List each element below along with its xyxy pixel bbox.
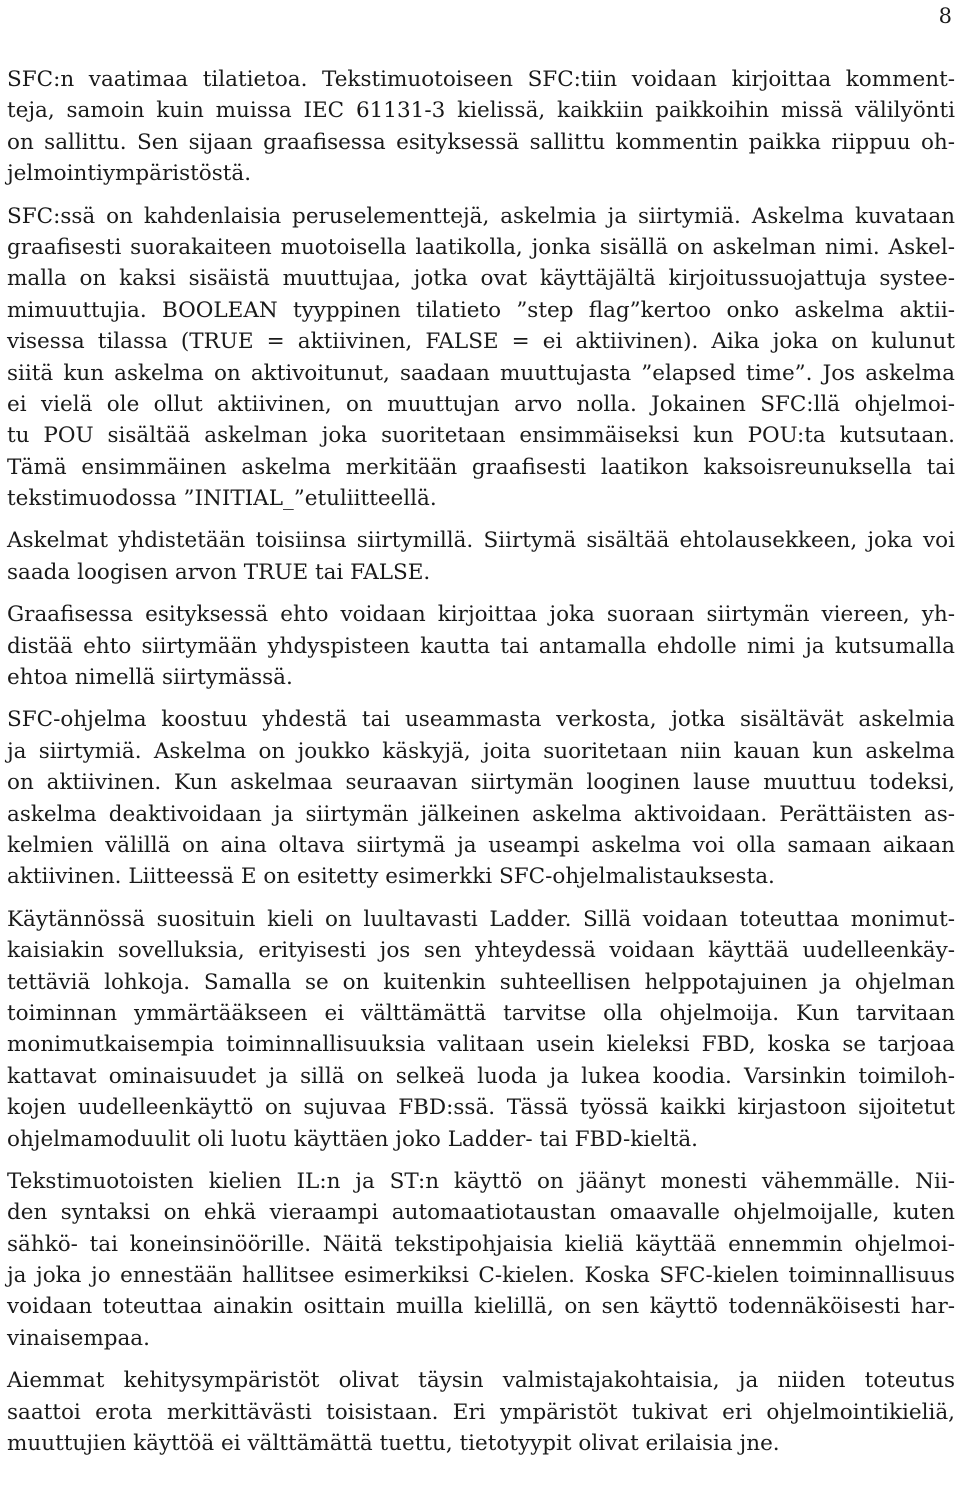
text-line: askelma deaktivoidaan ja siirtymän jälkeinen askelma aktivoidaan. Perättäisten as- — [7, 801, 955, 827]
text-line: voidaan toteuttaa ainakin osittain muilla kielillä, on sen käyttö todennäköisesti har- — [7, 1294, 955, 1320]
text-line: ja siirtymiä. Askelma on joukko käskyjä, joita suoritetaan niin kauan kun askelma — [7, 738, 955, 764]
paragraph-gap — [7, 893, 955, 904]
text-line: distää ehto siirtymään yhdyspisteen kautta tai antamalla ehdolle nimi ja kutsumalla — [7, 633, 955, 659]
paragraph-gap — [7, 1354, 955, 1365]
text-line: jelmointiympäristöstä. — [7, 161, 252, 187]
text-line: mimuuttujia. BOOLEAN tyyppinen tilatieto ”step flag”kertoo onko askelma aktii- — [7, 297, 955, 323]
paragraph-gap — [7, 190, 955, 201]
text-line: teja, samoin kuin muissa IEC 61131-3 kielissä, kaikkiin paikkoihin missä välilyönti — [7, 98, 955, 124]
text-line: Käytännössä suosituin kieli on luultavasti Ladder. Sillä voidaan toteuttaa monimut- — [7, 906, 955, 932]
text-line: kattavat ominaisuudet ja sillä on selkeä luoda ja lukea koodia. Varsinkin toimiloh- — [7, 1063, 955, 1089]
text-line: ehtoa nimellä siirtymässä. — [7, 665, 293, 691]
paragraph — [7, 599, 955, 693]
text-line: saattoi erota merkittävästi toisistaan. Eri ympäristöt tukivat eri ohjelmointikieliä, — [7, 1399, 955, 1425]
text-line: SFC:n vaatimaa tilatietoa. Tekstimuotoiseen SFC:tiin voidaan kirjoittaa komment- — [7, 67, 955, 92]
text-line: muuttujien käyttöä ei välttämättä tuettu, tietotyypit olivat erilaisia jne. — [7, 1431, 780, 1457]
paragraph — [7, 904, 955, 1155]
text-line: SFC-ohjelma koostuu yhdestä tai useammasta verkosta, jotka sisältävät askelmia — [7, 707, 955, 733]
text-line: monimutkaisempia toiminnallisuuksia valitaan usein kieleksi FBD, koska se tarjoaa — [7, 1032, 955, 1058]
text-line: den syntaksi on ehkä vieraampi automaatiotaustan omaavalle ohjelmoijalle, kuten — [7, 1200, 955, 1226]
text-line: Tekstimuotoisten kielien IL:n ja ST:n käyttö on jäänyt monesti vähemmälle. Nii- — [7, 1168, 955, 1194]
paragraph — [7, 201, 955, 515]
text-line: aktiivinen. Liitteessä E on esitetty esimerkki SFC-ohjelmalistauksesta. — [7, 864, 775, 890]
paragraph-gap — [7, 693, 955, 704]
text-line: SFC:ssä on kahdenlaisia peruselementtejä, askelmia ja siirtymiä. Askelma kuvataan — [7, 203, 955, 229]
text-line: on sallittu. Sen sijaan graafisessa esityksessä sallittu kommentin paikka riippuu oh- — [7, 129, 955, 155]
text-line: ohjelmamoduulit oli luotu käyttäen joko Ladder- tai FBD-kieltä. — [7, 1126, 699, 1152]
text-line: tekstimuodossa ”INITIAL_”etuliitteellä. — [7, 486, 437, 512]
text-line: Tämä ensimmäinen askelma merkitään graafisesti laatikon kaksoisreunuksella tai — [7, 454, 955, 480]
text-line: kojen uudelleenkäyttö on sujuvaa FBD:ssä. Tässä työssä kaikki kirjastoon sijoitetut — [7, 1095, 955, 1121]
paragraph-gap — [7, 514, 955, 525]
paragraph — [7, 525, 955, 588]
text-line: tu POU sisältää askelman joka suoritetaan ensimmäiseksi kun POU:ta kutsutaan. — [7, 423, 955, 449]
text-line: visessa tilassa (TRUE = aktiivinen, FALSE = ei aktiivinen). Aika joka on kulunut — [7, 329, 955, 355]
text-line: toiminnan ymmärtääkseen ei välttämättä tarvitse olla ohjelmoija. Kun tarvitaan — [7, 1000, 955, 1026]
text-line: Aiemmat kehitysympäristöt olivat täysin valmistajakohtaisia, ja niiden toteutus — [7, 1368, 955, 1394]
text-line: graafisesti suorakaiteen muotoisella laatikolla, jonka sisällä on askelman nimi. Askel- — [7, 234, 955, 260]
document-body — [7, 64, 955, 1459]
text-line: ei vielä ole ollut aktiivinen, on muuttujan arvo nolla. Jokainen SFC:llä ohjelmoi- — [7, 391, 955, 417]
text-line: Graafisessa esityksessä ehto voidaan kirjoittaa joka suoraan siirtymän viereen, yh- — [7, 602, 955, 628]
text-line: saada loogisen arvon TRUE tai FALSE. — [7, 559, 431, 585]
text-line: Askelmat yhdistetään toisiinsa siirtymillä. Siirtymä sisältää ehtolausekkeen, joka voi — [7, 528, 955, 554]
paragraph — [7, 1365, 955, 1459]
text-line: sähkö- tai koneinsinöörille. Näitä tekstipohjaisia kieliä käyttää ennemmin ohjelmoi- — [7, 1231, 955, 1257]
paragraph — [7, 704, 955, 892]
text-line: kelmien välillä on aina oltava siirtymä ja useampi askelma voi olla samaan aikaan — [7, 832, 955, 858]
text-line: siitä kun askelma on aktivoitunut, saadaan muuttujasta ”elapsed time”. Jos askelma — [7, 360, 955, 386]
text-line: kaisiakin sovelluksia, erityisesti jos sen yhteydessä voidaan käyttää uudelleenkäy- — [7, 938, 955, 964]
text-line: tettäviä lohkoja. Samalla se on kuitenkin suhteellisen helppotajuinen ja ohjelman — [7, 969, 955, 995]
text-line: on aktiivinen. Kun askelmaa seuraavan siirtymän looginen lause muuttuu todeksi, — [7, 770, 955, 796]
paragraph-gap — [7, 588, 955, 599]
text-line: ja joka jo ennestään hallitsee esimerkiksi C-kielen. Koska SFC-kielen toiminnallisuus — [7, 1263, 955, 1289]
text-line: vinaisempaa. — [7, 1325, 150, 1351]
page-number: 8 — [938, 4, 952, 28]
paragraph-gap — [7, 1155, 955, 1166]
paragraph — [7, 1166, 955, 1354]
text-line: malla on kaksi sisäistä muuttujaa, jotka ovat käyttäjältä kirjoitussuojattuja systee- — [7, 266, 955, 292]
paragraph — [7, 64, 955, 190]
